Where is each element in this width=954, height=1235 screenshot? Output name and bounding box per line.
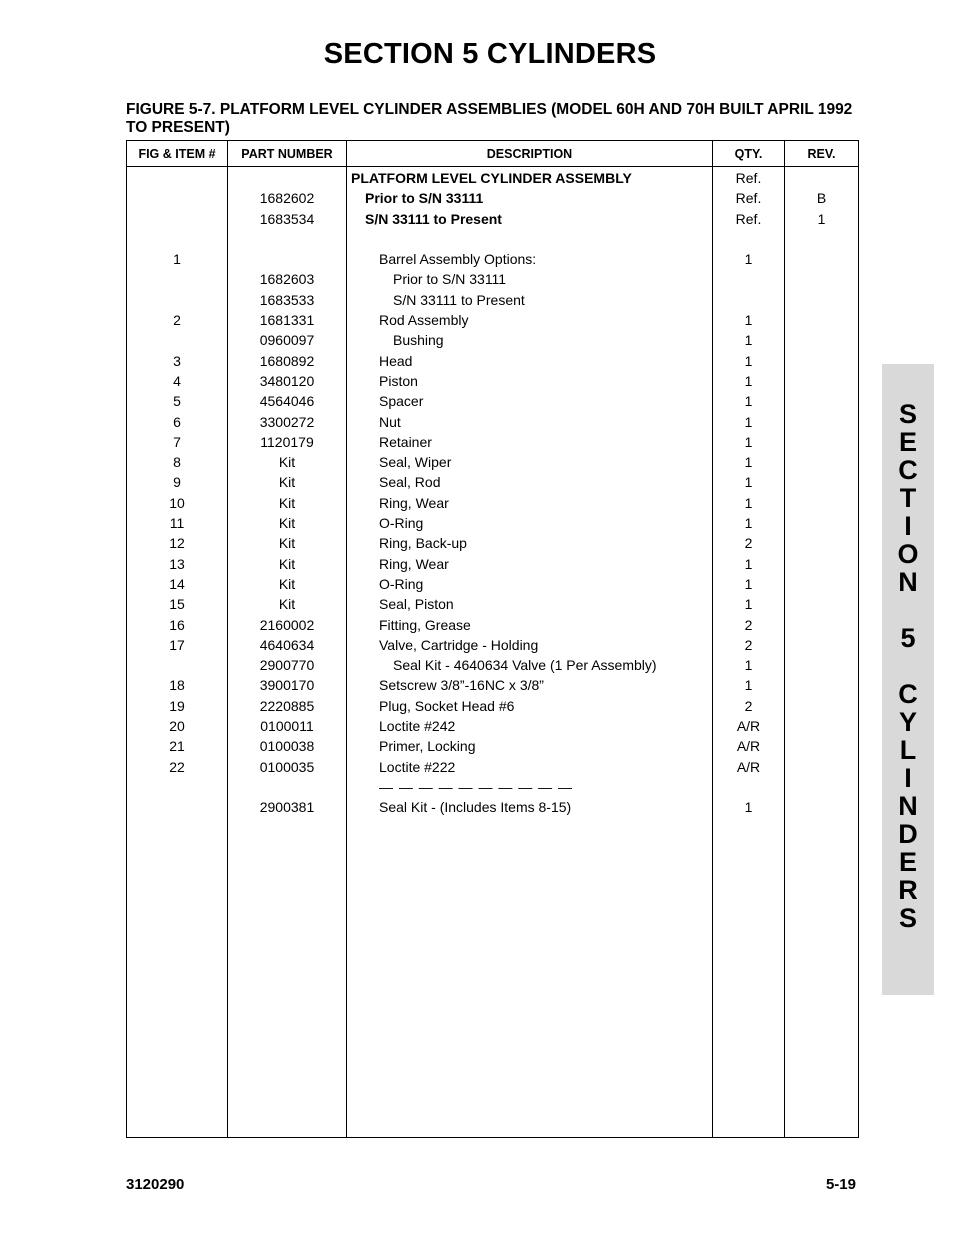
fig-item-cell bbox=[127, 209, 227, 229]
description-cell: Head bbox=[379, 352, 413, 369]
qty-cell: 1 bbox=[744, 312, 753, 329]
description-cell: Nut bbox=[379, 413, 401, 430]
description-cell: Retainer bbox=[379, 433, 432, 450]
rev-cell bbox=[785, 777, 858, 797]
rev-cell bbox=[785, 757, 858, 777]
header-description: DESCRIPTION bbox=[347, 141, 713, 167]
rev-cell bbox=[785, 797, 858, 817]
rev-cell bbox=[785, 655, 858, 675]
header-fig-item: FIG & ITEM # bbox=[127, 141, 228, 167]
qty-cell: 1 bbox=[744, 433, 753, 450]
section-side-tab bbox=[882, 364, 934, 995]
description-cell: Seal, Piston bbox=[379, 596, 454, 613]
rev-cell bbox=[785, 635, 858, 655]
table-header-row bbox=[127, 141, 859, 167]
description-cell: PLATFORM LEVEL CYLINDER ASSEMBLY bbox=[351, 170, 632, 186]
description-cell: S/N 33111 to Present bbox=[365, 210, 502, 227]
rev-cell bbox=[785, 716, 858, 736]
fig-item-cell: 18 bbox=[169, 677, 185, 694]
part-number-cell: Kit bbox=[278, 515, 296, 532]
part-number-cell: Kit bbox=[278, 596, 296, 613]
fig-item-cell bbox=[127, 168, 227, 188]
description-cell: Ring, Back-up bbox=[379, 535, 467, 552]
qty-cell: 1 bbox=[744, 494, 753, 511]
fig-item-cell: 22 bbox=[169, 758, 185, 775]
part-number-cell: Kit bbox=[278, 474, 296, 491]
part-number-cell: 1683533 bbox=[259, 291, 315, 308]
fig-item-cell: 3 bbox=[173, 352, 181, 369]
fig-item-cell: 21 bbox=[169, 738, 185, 755]
rev-cell bbox=[785, 391, 858, 411]
rev-cell: B bbox=[816, 190, 827, 207]
fig-item-cell: 17 bbox=[169, 636, 185, 653]
part-number-cell: Kit bbox=[278, 535, 296, 552]
part-number-cell: Kit bbox=[278, 575, 296, 592]
rev-cell bbox=[785, 290, 858, 310]
part-number-cell: Kit bbox=[278, 494, 296, 511]
part-number-cell: 2900381 bbox=[259, 799, 315, 816]
description-cell: Fitting, Grease bbox=[379, 616, 471, 633]
qty-cell bbox=[713, 269, 784, 289]
qty-cell: 2 bbox=[744, 616, 753, 633]
rev-cell bbox=[785, 168, 858, 188]
fig-item-cell: 10 bbox=[169, 494, 185, 511]
description-cell: Primer, Locking bbox=[379, 738, 476, 755]
description-column bbox=[347, 167, 713, 1138]
fig-item-cell: 12 bbox=[169, 535, 185, 552]
fig-item-cell: 9 bbox=[173, 474, 181, 491]
part-number-cell: 0960097 bbox=[259, 332, 315, 349]
description-cell: Seal, Wiper bbox=[379, 454, 452, 471]
fig-item-cell: 7 bbox=[173, 433, 181, 450]
part-number-cell bbox=[228, 777, 346, 797]
fig-item-cell: 16 bbox=[169, 616, 185, 633]
fig-item-cell: 20 bbox=[169, 718, 185, 735]
description-cell: Valve, Cartridge - Holding bbox=[379, 636, 539, 653]
rev-cell bbox=[785, 574, 858, 594]
qty-cell: 1 bbox=[744, 413, 753, 430]
description-cell: Rod Assembly bbox=[379, 312, 469, 329]
description-cell: Seal Kit - 4640634 Valve (1 Per Assembly) bbox=[393, 657, 657, 674]
qty-cell: 2 bbox=[744, 535, 753, 552]
part-number-cell: 3480120 bbox=[259, 372, 315, 389]
part-number-cell: Kit bbox=[278, 454, 296, 471]
rev-cell bbox=[785, 736, 858, 756]
description-cell: Prior to S/N 33111 bbox=[393, 271, 507, 288]
rev-cell bbox=[785, 472, 858, 492]
fig-item-cell bbox=[127, 188, 227, 208]
rev-cell bbox=[785, 493, 858, 513]
description-cell: — — — — — — — — — — bbox=[379, 778, 574, 795]
qty-cell bbox=[713, 229, 784, 249]
header-qty: QTY. bbox=[713, 141, 785, 167]
qty-cell: A/R bbox=[736, 738, 761, 755]
part-number-cell: 1683534 bbox=[259, 210, 315, 227]
rev-cell bbox=[785, 533, 858, 553]
qty-cell: 1 bbox=[744, 799, 753, 816]
header-part-number: PART NUMBER bbox=[228, 141, 347, 167]
part-number-cell bbox=[228, 249, 346, 269]
fig-item-cell bbox=[127, 269, 227, 289]
qty-cell: 1 bbox=[744, 596, 753, 613]
part-number-cell: 4640634 bbox=[259, 636, 315, 653]
fig-item-cell: 19 bbox=[169, 697, 185, 714]
part-number-cell: 1680892 bbox=[259, 352, 315, 369]
section-title: SECTION 5 CYLINDERS bbox=[323, 38, 657, 70]
part-number-cell: 1681331 bbox=[259, 312, 315, 329]
fig-item-cell: 15 bbox=[169, 596, 185, 613]
qty-cell: 2 bbox=[744, 697, 753, 714]
rev-cell bbox=[785, 229, 858, 249]
fig-item-cell: 6 bbox=[173, 413, 181, 430]
description-cell: S/N 33111 to Present bbox=[393, 291, 525, 308]
description-cell: Seal Kit - (Includes Items 8-15) bbox=[379, 799, 572, 816]
rev-cell bbox=[785, 696, 858, 716]
qty-cell: A/R bbox=[736, 758, 761, 775]
fig-item-cell: 8 bbox=[173, 454, 181, 471]
fig-item-column bbox=[127, 167, 228, 1138]
rev-cell bbox=[785, 675, 858, 695]
fig-item-cell: 5 bbox=[173, 393, 181, 410]
qty-cell: 1 bbox=[744, 352, 753, 369]
part-number-cell: 2900770 bbox=[259, 657, 315, 674]
rev-cell bbox=[785, 412, 858, 432]
fig-item-cell bbox=[127, 655, 227, 675]
description-cell: Piston bbox=[379, 372, 418, 389]
part-number-cell: 0100011 bbox=[260, 718, 314, 735]
qty-column bbox=[713, 167, 785, 1138]
qty-cell: 1 bbox=[744, 393, 753, 410]
qty-cell: 1 bbox=[744, 372, 753, 389]
rev-cell bbox=[785, 351, 858, 371]
rev-cell bbox=[785, 249, 858, 269]
part-number-cell: 1120179 bbox=[260, 433, 314, 450]
qty-cell: 2 bbox=[744, 636, 753, 653]
part-number-cell bbox=[228, 229, 346, 249]
fig-item-cell bbox=[127, 330, 227, 350]
qty-cell: Ref. bbox=[735, 190, 762, 207]
part-number-cell: 1682603 bbox=[259, 271, 315, 288]
part-number-cell: 2220885 bbox=[259, 697, 315, 714]
description-cell: Plug, Socket Head #6 bbox=[379, 697, 515, 714]
qty-cell bbox=[713, 290, 784, 310]
qty-cell: 1 bbox=[744, 657, 753, 674]
rev-cell bbox=[785, 371, 858, 391]
part-number-cell: 3300272 bbox=[259, 413, 315, 430]
rev-cell: 1 bbox=[817, 210, 826, 227]
fig-item-cell: 2 bbox=[173, 312, 181, 329]
description-cell: O-Ring bbox=[379, 575, 424, 592]
qty-cell: A/R bbox=[736, 718, 761, 735]
fig-item-cell bbox=[127, 797, 227, 817]
qty-cell: 1 bbox=[744, 454, 753, 471]
fig-item-cell bbox=[127, 290, 227, 310]
qty-cell bbox=[713, 777, 784, 797]
rev-cell bbox=[785, 269, 858, 289]
part-number-cell: 4564046 bbox=[259, 393, 315, 410]
qty-cell: Ref. bbox=[735, 170, 762, 186]
description-cell: Bushing bbox=[393, 332, 444, 349]
part-number-cell: 0100038 bbox=[259, 738, 315, 755]
qty-cell: 1 bbox=[744, 575, 753, 592]
description-cell: Spacer bbox=[379, 393, 424, 410]
qty-cell: 1 bbox=[744, 677, 753, 694]
part-number-column bbox=[228, 167, 347, 1138]
rev-cell bbox=[785, 554, 858, 574]
qty-cell: 1 bbox=[744, 251, 753, 268]
rev-column bbox=[785, 167, 859, 1138]
fig-item-cell: 13 bbox=[169, 555, 185, 572]
qty-cell: Ref. bbox=[735, 210, 762, 227]
rev-cell bbox=[785, 452, 858, 472]
fig-item-cell: 1 bbox=[173, 251, 181, 268]
description-cell bbox=[347, 229, 712, 249]
part-number-cell bbox=[228, 168, 346, 188]
part-number-cell: Kit bbox=[278, 555, 296, 572]
rev-cell bbox=[785, 513, 858, 533]
side-tab-text: S E C T I O N 5 C Y L I N D E R S bbox=[897, 399, 919, 933]
figure-caption: FIGURE 5-7. PLATFORM LEVEL CYLINDER ASSEMBLIES (MODEL 60H AND 70H BUILT APRIL 1992 TO PRESENT) bbox=[126, 101, 853, 136]
description-cell: Barrel Assembly Options: bbox=[379, 251, 537, 268]
part-number-cell: 1682602 bbox=[259, 190, 315, 207]
description-cell: O-Ring bbox=[379, 515, 424, 532]
fig-item-cell bbox=[127, 777, 227, 797]
fig-item-cell: 4 bbox=[173, 372, 181, 389]
page-number: 5-19 bbox=[825, 1176, 856, 1193]
part-number-cell: 0100035 bbox=[259, 758, 315, 775]
fig-item-cell: 11 bbox=[169, 515, 185, 532]
rev-cell bbox=[785, 594, 858, 614]
document-number: 3120290 bbox=[126, 1176, 185, 1193]
description-cell: Seal, Rod bbox=[379, 474, 441, 491]
part-number-cell: 3900170 bbox=[259, 677, 315, 694]
qty-cell: 1 bbox=[744, 332, 753, 349]
rev-cell bbox=[785, 615, 858, 635]
description-cell: Prior to S/N 33111 bbox=[365, 190, 484, 207]
description-cell: Loctite #242 bbox=[379, 718, 456, 735]
header-rev: REV. bbox=[785, 141, 859, 167]
description-cell: Setscrew 3/8”-16NC x 3/8” bbox=[379, 677, 544, 694]
qty-cell: 1 bbox=[744, 515, 753, 532]
description-cell: Ring, Wear bbox=[379, 494, 449, 511]
rev-cell bbox=[785, 432, 858, 452]
qty-cell: 1 bbox=[744, 555, 753, 572]
description-cell: Loctite #222 bbox=[379, 758, 456, 775]
rev-cell bbox=[785, 330, 858, 350]
part-number-cell: 2160002 bbox=[259, 616, 315, 633]
fig-item-cell bbox=[127, 229, 227, 249]
qty-cell: 1 bbox=[744, 474, 753, 491]
table-body-row bbox=[127, 167, 859, 1138]
description-cell: Ring, Wear bbox=[379, 555, 449, 572]
rev-cell bbox=[785, 310, 858, 330]
fig-item-cell: 14 bbox=[169, 575, 185, 592]
parts-table bbox=[126, 140, 859, 1138]
